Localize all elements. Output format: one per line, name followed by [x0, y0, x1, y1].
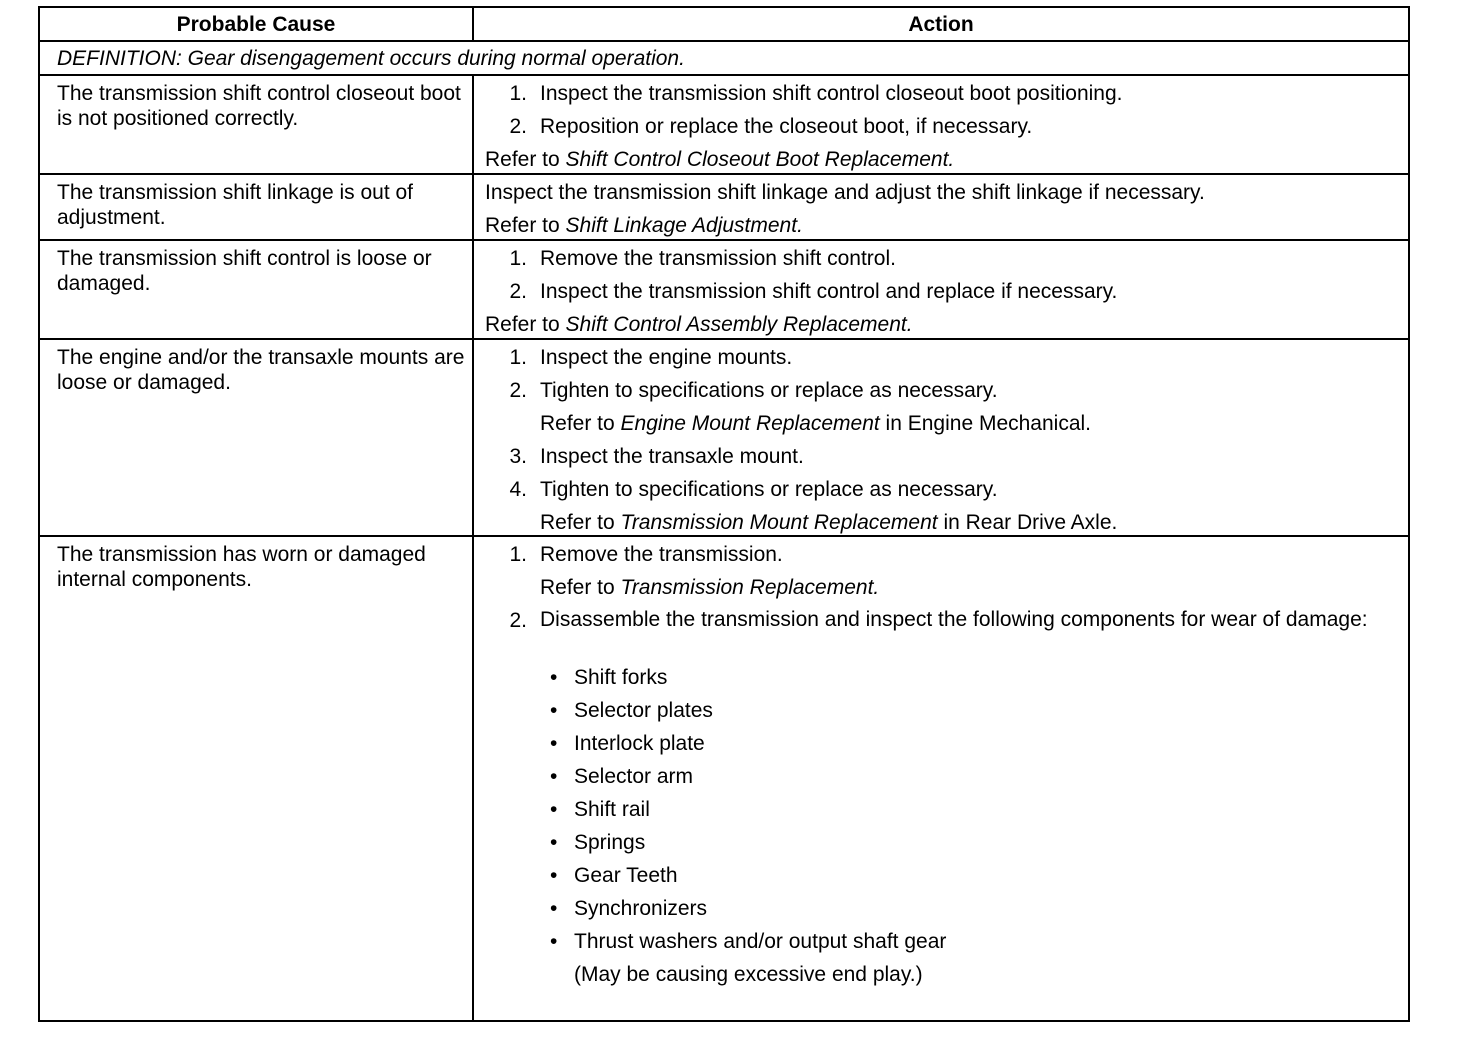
step-text: Inspect the transaxle mount. [540, 445, 804, 468]
step-text: Reposition or replace the closeout boot, if necessary. [540, 115, 1033, 138]
action-text: Inspect the transmission shift linkage and adjust the shift linkage if necessary. [485, 181, 1205, 204]
header-probable-cause: Probable Cause [176, 13, 336, 36]
table-row: The transmission shift control closeout boot is not positioned correctly. 1. Inspect the transmission shift control closeout boot positioning. 2. Reposition or replace the closeout boot, if necessary. Refer to Shift Control Closeout Boot Replacement. [40, 76, 1408, 175]
definition-row [40, 42, 1408, 76]
probable-cause: The transmission shift control closeout boot is not positioned correctly. [57, 82, 461, 130]
step-text: Inspect the transmission shift control and replace if necessary. [540, 280, 1118, 303]
table-row: The transmission shift control is loose or damaged. 1. Remove the transmission shift control. 2. Inspect the transmission shift control and replace if necessary. Refer to Shift Control Assembly Replacement. [40, 241, 1408, 340]
table-row [40, 175, 1408, 241]
step-text: Tighten to specifications or replace as necessary. [540, 379, 998, 402]
probable-cause: The transmission has worn or damaged internal components. [57, 543, 426, 591]
step-text: Disassemble the transmission and inspect the following components for wear of damage: [540, 608, 1368, 631]
probable-cause: The engine and/or the transaxle mounts are loose or damaged. [57, 346, 465, 394]
probable-cause: The transmission shift linkage is out of adjustment. [57, 181, 413, 229]
step-text: Remove the transmission. [540, 543, 783, 566]
diagnostic-table [38, 6, 1410, 1022]
step-text: Tighten to specifications or replace as necessary. [540, 478, 998, 501]
table-row: The engine and/or the transaxle mounts are loose or damaged. 1. Inspect the engine mounts. 2. Tighten to specifications or replace as necessary. Refer to Engine Mount Replacement in Engine Mechanical. 3. Inspect the transaxle mount. 4. Tighten to specifications or replace as necessary. Refer to Transmission Mount Replacement in Rear Drive Axle. [40, 340, 1408, 537]
refer-line: Refer to Shift Control Assembly Replacement. [485, 313, 913, 336]
definition-text: DEFINITION: Gear disengagement occurs during normal operation. [57, 47, 685, 70]
step-text: Inspect the engine mounts. [540, 346, 793, 369]
refer-line: Refer to Shift Control Closeout Boot Replacement. [485, 148, 955, 171]
header-action: Action [908, 13, 974, 36]
probable-cause: The transmission shift control is loose or damaged. [57, 247, 432, 295]
header-row [40, 8, 1408, 42]
refer-line: Refer to Shift Linkage Adjustment. [485, 214, 803, 237]
table-row: The transmission has worn or damaged internal components. 1. Remove the transmission. Refer to Transmission Replacement. 2. Disassemble the transmission and inspect the following components for wear of damage: • Shift forks • Selector plates • Interlock plate • Selector arm • Shift rail • Springs • Gear Teeth • Synchronizers • Thrust washers and/or output shaft gear (May be causing excessive end play.) [40, 537, 1408, 1020]
step-text: Inspect the transmission shift control closeout boot positioning. [540, 82, 1123, 105]
step-text: Remove the transmission shift control. [540, 247, 896, 270]
